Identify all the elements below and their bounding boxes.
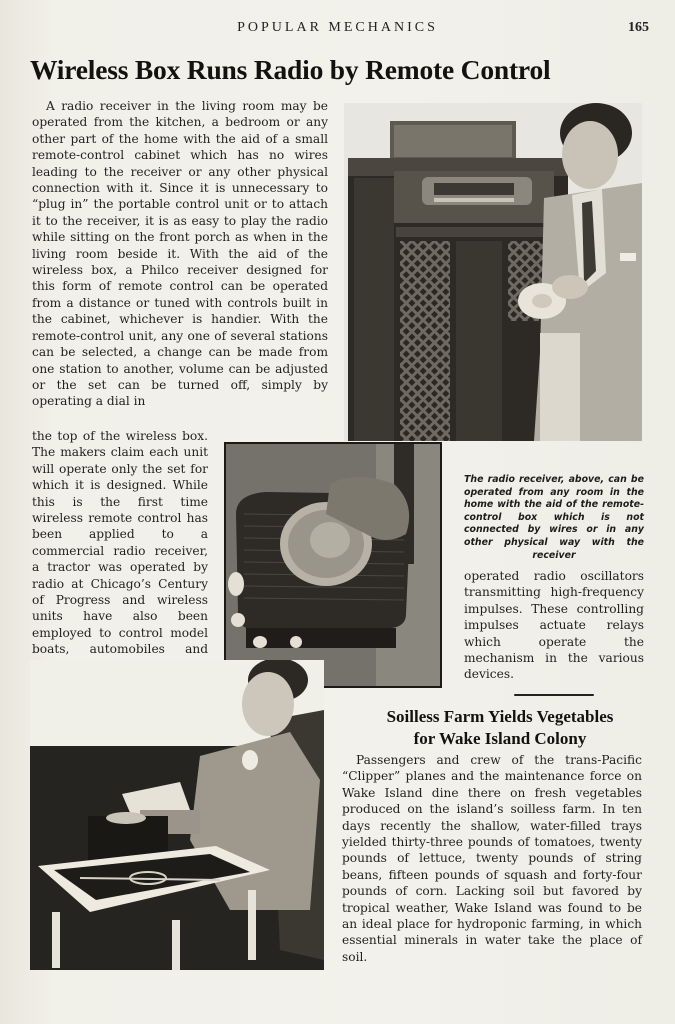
- article2-headline-line1: Soilless Farm Yields Vegetables: [386, 707, 614, 726]
- article-body-top: A radio receiver in the living room may be operated from the kitchen, a bedroom or any other part of the home with the aid of a small remote-control cabinet which has no wires leading to the receiver or any other physical connection with it. Since it is unnecessary to “plug in” the portable control unit or to attach it to the receiver, it is as easy to play the radio while sitting on the front porch as when in the living room beside it. With the aid of the wireless box, a Philco receiver designed for this form of remote control can be operated from a distance or tuned with controls built in the cabinet, whichever is handier. With the remote-control unit, any one of several stations can be selected, a change can be made from one station to another, volume can be adjusted or the set can be turned off, simply by operating a dial in: [32, 99, 328, 409]
- running-head: POPULAR MECHANICS: [237, 20, 438, 35]
- seated-man-illustration: [30, 660, 324, 970]
- console-radio-illustration: [344, 103, 642, 441]
- article2-body: Passengers and crew of the trans-Pacific “Clipper” planes and the maintenance force on Wake Island dine there on fresh vegetables produced on the island’s soilless farm. In ten days recently the shallow, water-filled trays yielded thirty-three pounds of tomatoes, twenty pounds of lettuce, twenty pounds of string beans, fifteen pounds of squash and forty-four pounds of corn. Lacking soil but favored by tropical weather, Wake Island was found to be an ideal place for hydroponic farming, in which essential minerals in water take the place of soil.: [342, 753, 642, 964]
- page-number: 165: [628, 20, 649, 35]
- article2-headline-line2: for Wake Island Colony: [413, 729, 587, 748]
- article-headline: Wireless Box Runs Radio by Remote Control: [30, 54, 551, 85]
- section-divider: [514, 694, 594, 696]
- remote-dial-illustration: [226, 444, 440, 686]
- photo-seated-man: [30, 660, 324, 970]
- photo-console-radio: [344, 103, 642, 441]
- article-body-narrow: the top of the wireless box. The makers claim each unit will operate only the set for which it is designed. While this is the first time wireless remote control has been applied to a commercial radio receiver, a tractor was operated by radio at Chicago’s Century of Progress and wireless units have also been employed to control model boats, automobiles and: [32, 429, 208, 657]
- article-body-continued: operated radio oscillators transmitting high-frequency impulses. These controlling impulses actuate relays which operate the mechanism in the various devices.: [464, 569, 644, 682]
- article2-headline: [340, 706, 660, 750]
- photo-remote-dial: [224, 442, 442, 688]
- photo-caption: The radio receiver, above, can be operated from any room in the home with the aid of the remote-control box which is not connected by wires or in any other physical way with the receiver: [464, 474, 644, 561]
